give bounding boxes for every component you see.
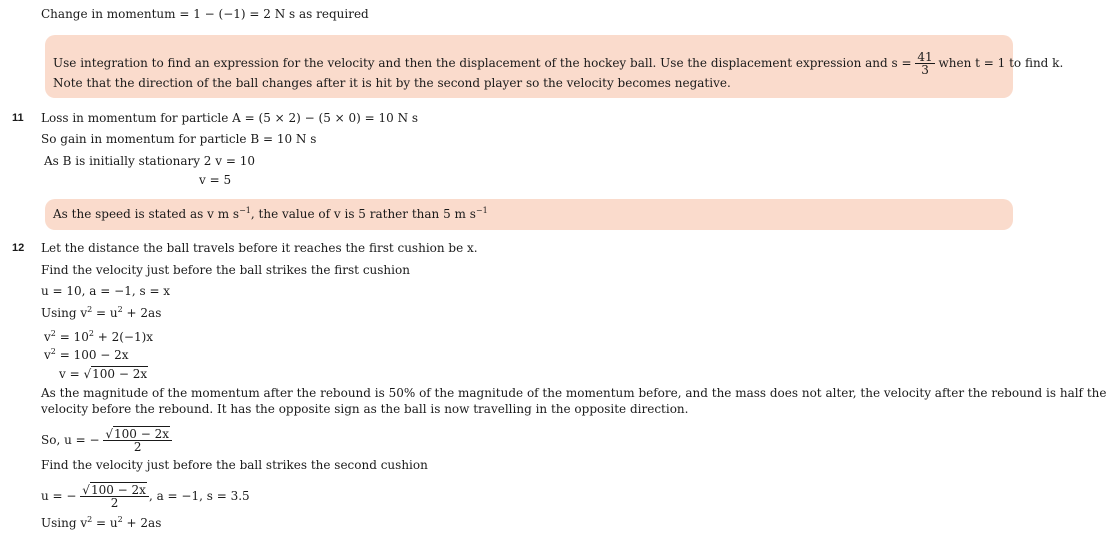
q12-line-3: u = 10, a = −1, s = x (41, 284, 171, 298)
hint-speed-part: As the speed is stated as v m s (53, 207, 240, 221)
hint-text-part: when t = 1 to find k. (934, 56, 1064, 70)
sqrt-sign: √ (105, 427, 114, 441)
hint-text-part: Use integration to find an expression for the velocity and then the displacement of the hockey ball. Use the displacement expression and (53, 56, 892, 70)
superscript: 2 (88, 329, 94, 338)
superscript: 2 (50, 329, 56, 338)
q12-line-7 (59, 367, 148, 382)
q12-line-10 (41, 425, 172, 455)
q12-line-9: velocity before the rebound. It has the opposite sign as the ball is now travelling in the opposite direction. (41, 402, 689, 416)
q12-line-11: Find the velocity just before the ball strikes the second cushion (41, 458, 428, 472)
fraction-denominator: 2 (110, 496, 119, 510)
q12-line-13 (41, 516, 161, 531)
hint-text-direction: Note that the direction of the ball changes after it is hit by the second player so the velocity becomes negative. (53, 76, 731, 90)
sqrt-sign: √ (82, 483, 90, 497)
superscript: 2 (87, 305, 93, 314)
q12-line-12 (41, 481, 250, 511)
text-part: + 2as (122, 306, 162, 320)
hint-s-equals: s = (891, 56, 912, 70)
hint-speed-part: , the value of v is 5 rather than 5 m s (250, 207, 476, 221)
text-part: = 10 (55, 330, 89, 344)
text-part: + 2as (122, 516, 162, 530)
text-part: v (44, 348, 51, 362)
fraction-denominator: 2 (133, 440, 142, 454)
text-part: So, u = − (41, 433, 100, 447)
superscript: 2 (117, 305, 123, 314)
text-part: Using v (41, 306, 88, 320)
text-part: v (44, 330, 51, 344)
q12-line-5 (44, 330, 153, 345)
hint-box-speed (45, 199, 1013, 230)
hint-text-integration (53, 51, 1063, 76)
text-part: v = √ (59, 367, 92, 381)
momentum-change-line: Change in momentum = 1 − (−1) = 2 N s as required (41, 7, 369, 21)
sqrt-radicand: 100 − 2x (92, 367, 148, 381)
sqrt-radicand: 100 − 2x (114, 427, 170, 441)
q12-line-2: Find the velocity just before the ball strikes the first cushion (41, 263, 410, 277)
q12-line-6 (44, 348, 129, 363)
fraction-41-3 (915, 51, 934, 76)
text-part: , a = −1, s = 3.5 (148, 489, 250, 503)
text-part: = u (92, 516, 118, 530)
superscript: 2 (87, 515, 93, 524)
superscript: −1 (475, 206, 488, 215)
text-part: Using v (41, 516, 88, 530)
superscript: −1 (239, 206, 251, 215)
q11-line-3: As B is initially stationary 2 v = 10 (44, 154, 255, 168)
text-part: + 2(−1)x (93, 330, 154, 344)
superscript: 2 (50, 347, 56, 356)
hint-text-speed (53, 207, 488, 222)
q11-line-2: So gain in momentum for particle B = 10 N s (41, 132, 317, 146)
q12-line-4 (41, 306, 161, 321)
sqrt-radicand: 100 − 2x (90, 483, 146, 497)
text-part: = u (92, 306, 118, 320)
fraction-numerator: 41 (917, 50, 933, 64)
superscript: 2 (117, 515, 123, 524)
q11-line-4: v = 5 (199, 173, 232, 187)
fraction-sqrt-over-2 (103, 428, 172, 453)
q12-line-1: Let the distance the ball travels before it reaches the first cushion be x. (41, 241, 478, 255)
q11-line-1: Loss in momentum for particle A = (5 × 2) − (5 × 0) = 10 N s (41, 111, 419, 125)
question-number-12: 12 (12, 242, 25, 254)
text-part: = 100 − 2x (55, 348, 129, 362)
fraction-sqrt-over-2 (80, 484, 149, 509)
hint-box-integration (45, 35, 1064, 98)
text-part: u = − (41, 489, 77, 503)
q12-line-8: As the magnitude of the momentum after the rebound is 50% of the magnitude of the momentum before, and the mass does not alter, the velocity after the rebound is half the (41, 386, 1106, 400)
question-number-11: 11 (12, 112, 24, 124)
fraction-denominator: 3 (921, 63, 929, 77)
